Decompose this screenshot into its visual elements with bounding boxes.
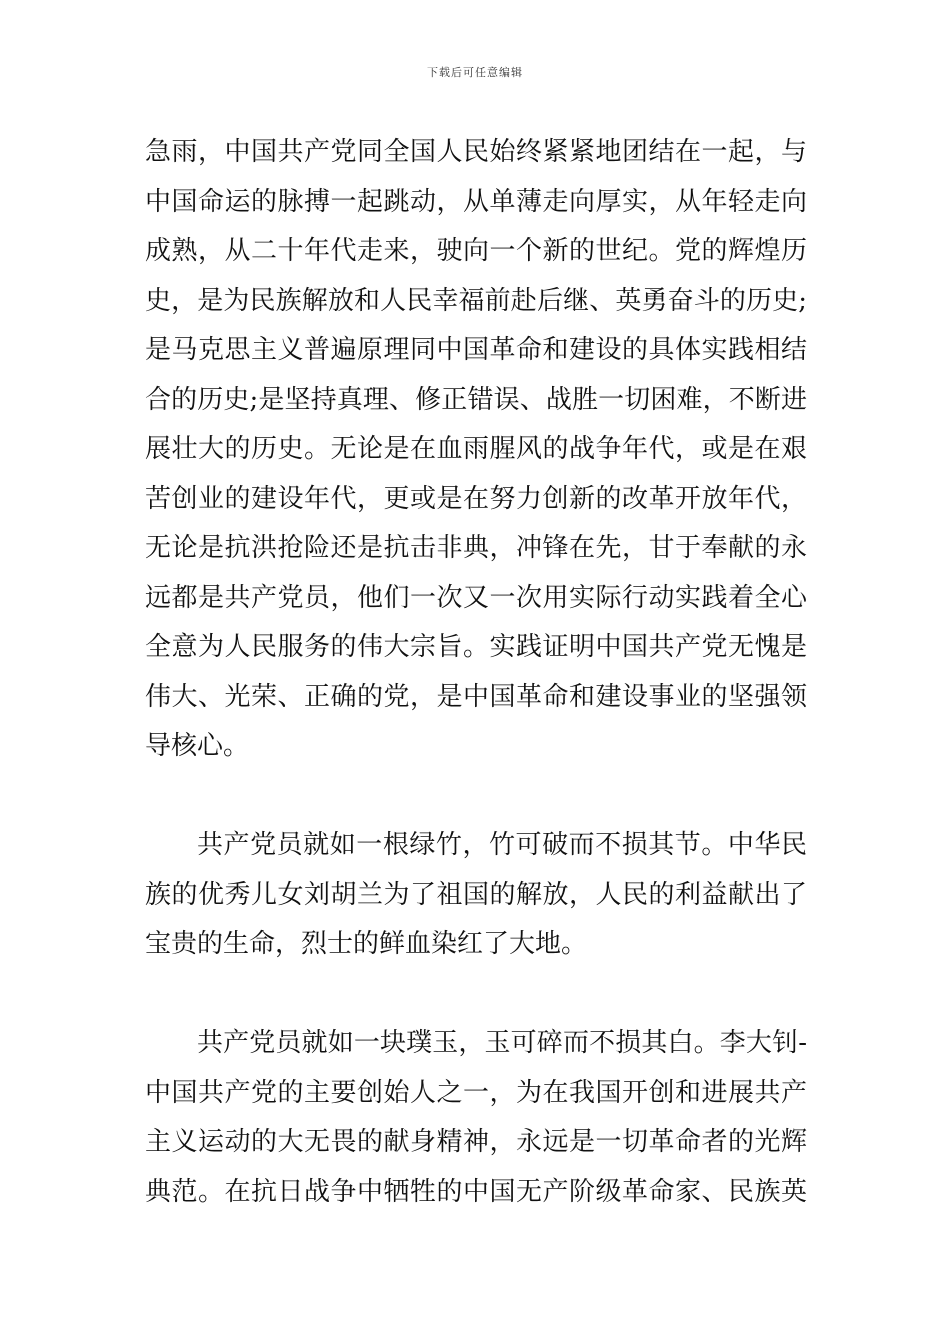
text-line: 全意为人民服务的伟大宗旨。实践证明中国共产党无愧是 [145, 632, 807, 662]
text-line: 中国共产党的主要创始人之一，为在我国开创和进展共产 [145, 1077, 807, 1108]
text-line: 族的优秀儿女刘胡兰为了祖国的解放，人民的利益献出了 [145, 879, 807, 910]
text-line: 宝贵的生命，烈士的鲜血染红了大地。 [145, 929, 588, 959]
text-line: 伟大、光荣、正确的党，是中国革命和建设事业的坚强领 [145, 681, 807, 712]
paragraph [145, 1019, 807, 1217]
text-line: 共产党员就如一根绿竹，竹可破而不损其节。中华民 [197, 830, 807, 860]
text-line: 中国命运的脉搏一起跳动，从单薄走向厚实，从年轻走向 [145, 186, 807, 217]
paragraph [145, 128, 807, 772]
text-line: 苦创业的建设年代，更或是在努力创新的改革开放年代， [145, 483, 807, 514]
paragraph-gap [145, 772, 807, 822]
text-line: 典范。在抗日战争中牺牲的中国无产阶级革命家、民族英 [145, 1176, 807, 1207]
page-header: 下载后可任意编辑 [427, 66, 523, 79]
paragraph [145, 821, 807, 970]
text-line: 合的历史;是坚持真理、修正错误、战胜一切困难，不断进 [145, 384, 807, 415]
text-line: 导核心。 [145, 731, 250, 761]
text-line: 史，是为民族解放和人民幸福前赴后继、英勇奋斗的历史; [145, 285, 807, 316]
document-body [145, 128, 807, 1217]
paragraph-gap [145, 970, 807, 1020]
text-line: 是马克思主义普遍原理同中国革命和建设的具体实践相结 [145, 335, 807, 365]
text-line: 急雨，中国共产党同全国人民始终紧紧地团结在一起，与 [145, 137, 807, 167]
text-line: 共产党员就如一块璞玉，玉可碎而不损其白。李大钊- [197, 1028, 807, 1058]
text-line: 无论是抗洪抢险还是抗击非典，冲锋在先，甘于奉献的永 [145, 533, 807, 563]
text-line: 成熟，从二十年代走来，驶向一个新的世纪。党的辉煌历 [145, 236, 807, 266]
text-line: 展壮大的历史。无论是在血雨腥风的战争年代，或是在艰 [145, 434, 807, 464]
text-line: 主义运动的大无畏的献身精神，永远是一切革命者的光辉 [145, 1127, 807, 1157]
text-line: 远都是共产党员，他们一次又一次用实际行动实践着全心 [145, 582, 807, 613]
